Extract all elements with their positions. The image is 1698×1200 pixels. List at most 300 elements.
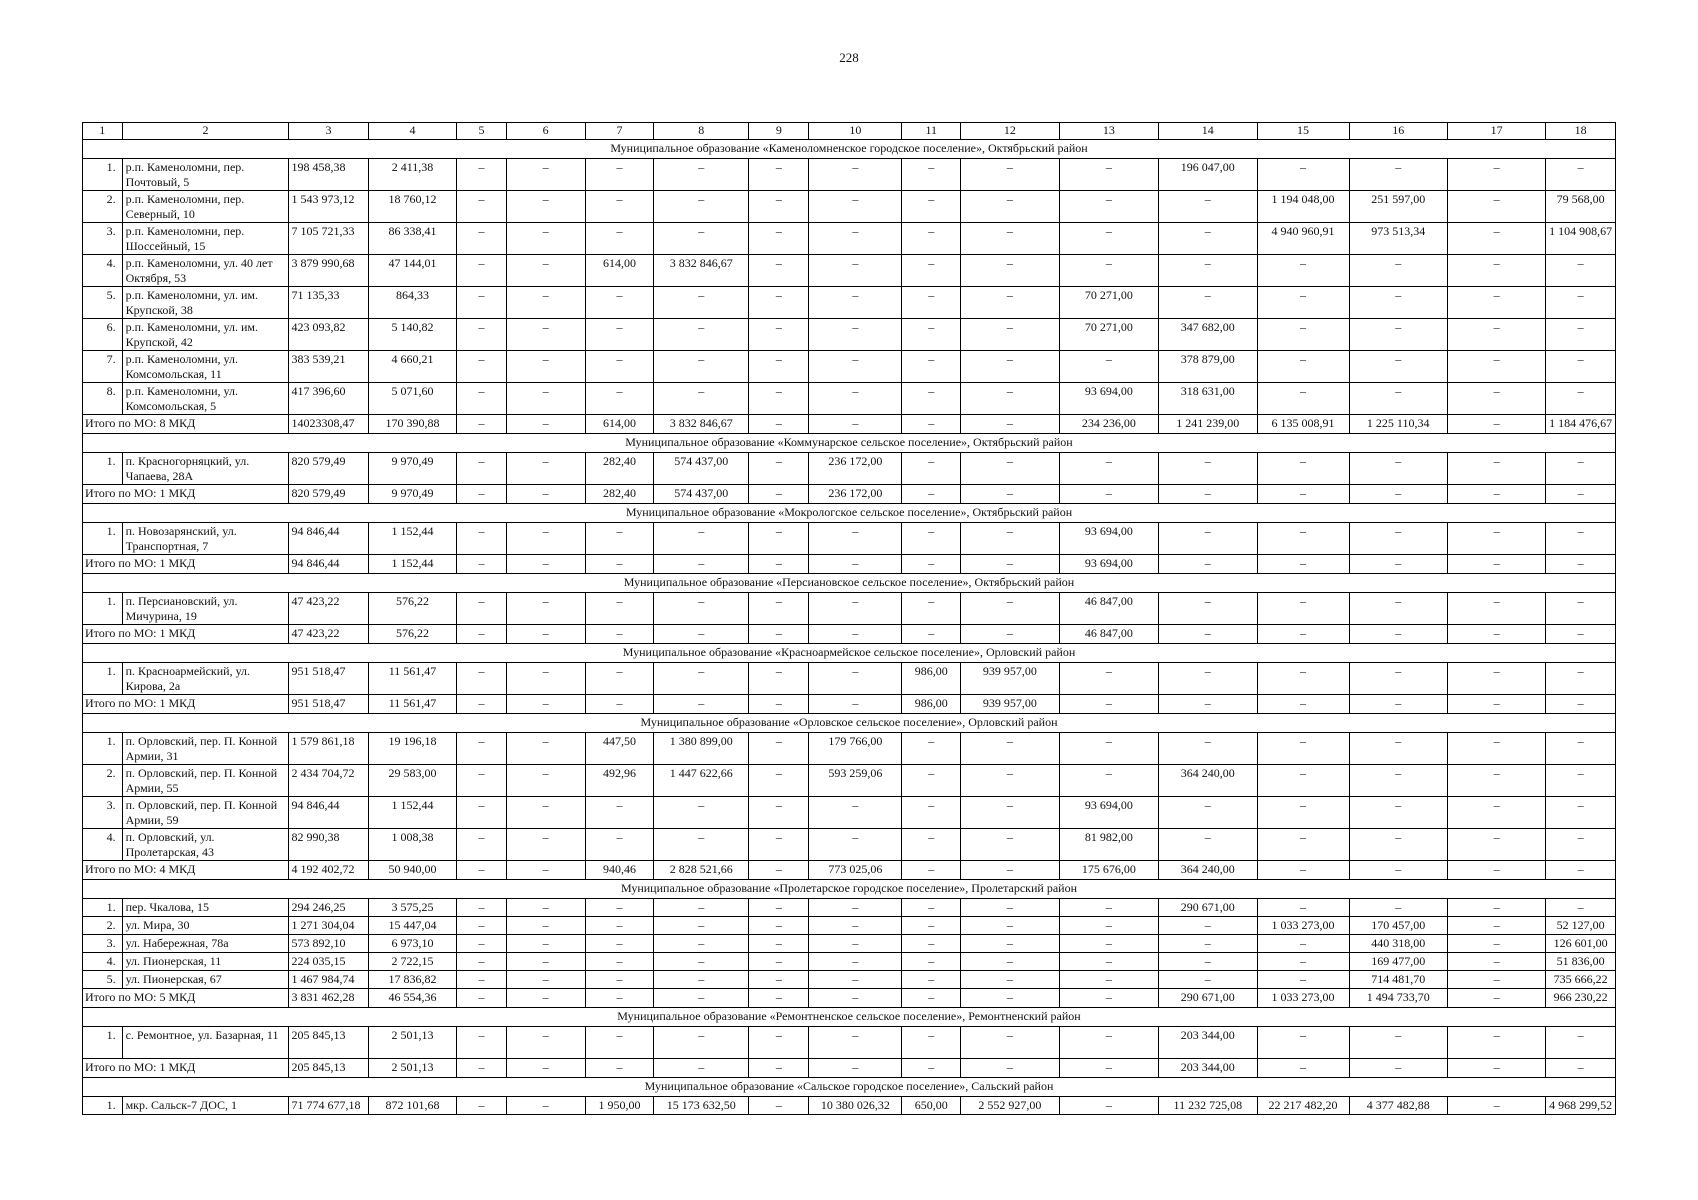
row-number: 1. <box>83 453 123 485</box>
value-cell: 198 458,38 <box>289 159 368 191</box>
value-cell: – <box>809 593 902 625</box>
total-value-cell: 1 152,44 <box>368 555 457 574</box>
total-value-cell: – <box>506 861 585 880</box>
total-value-cell: 50 940,00 <box>368 861 457 880</box>
value-cell: – <box>1257 593 1349 625</box>
value-cell: – <box>457 523 506 555</box>
value-cell: – <box>1447 829 1545 861</box>
value-cell: 93 694,00 <box>1059 383 1158 415</box>
value-cell: – <box>902 453 961 485</box>
value-cell: – <box>506 797 585 829</box>
value-cell: – <box>1546 829 1616 861</box>
value-cell: – <box>1447 255 1545 287</box>
value-cell: – <box>457 953 506 971</box>
total-value-cell: – <box>1349 555 1447 574</box>
value-cell: 864,33 <box>368 287 457 319</box>
total-value-cell: – <box>1349 861 1447 880</box>
value-cell: – <box>654 351 749 383</box>
total-value-cell: – <box>1447 695 1545 714</box>
value-cell: – <box>749 453 809 485</box>
value-cell: – <box>1447 523 1545 555</box>
value-cell: – <box>809 953 902 971</box>
total-value-cell: – <box>506 555 585 574</box>
value-cell: 224 035,15 <box>289 953 368 971</box>
total-value-cell: – <box>1546 555 1616 574</box>
value-cell: – <box>1349 159 1447 191</box>
value-cell: – <box>585 797 653 829</box>
total-row <box>83 485 1616 504</box>
total-value-cell: 3 832 846,67 <box>654 415 749 434</box>
column-header: 18 <box>1546 123 1616 140</box>
value-cell: – <box>457 935 506 953</box>
value-cell: – <box>902 935 961 953</box>
value-cell: – <box>1349 523 1447 555</box>
total-label: Итого по МО: 1 МКД <box>83 625 289 644</box>
value-cell: – <box>1257 319 1349 351</box>
value-cell: – <box>1349 383 1447 415</box>
value-cell: – <box>585 829 653 861</box>
value-cell: 81 982,00 <box>1059 829 1158 861</box>
total-value-cell: 93 694,00 <box>1059 555 1158 574</box>
total-value-cell: – <box>1546 485 1616 504</box>
value-cell: – <box>457 593 506 625</box>
value-cell: – <box>585 523 653 555</box>
value-cell: 179 766,00 <box>809 733 902 765</box>
value-cell: – <box>1059 971 1158 989</box>
row-number: 3. <box>83 797 123 829</box>
value-cell: – <box>585 159 653 191</box>
value-cell: – <box>1257 1027 1349 1059</box>
address-cell: р.п. Каменоломни, пер. Северный, 10 <box>122 191 289 223</box>
value-cell: – <box>457 319 506 351</box>
value-cell: – <box>961 1027 1059 1059</box>
total-label: Итого по МО: 5 МКД <box>83 989 289 1008</box>
value-cell: 5 071,60 <box>368 383 457 415</box>
total-value-cell: – <box>506 989 585 1008</box>
value-cell: – <box>749 287 809 319</box>
value-cell: – <box>902 523 961 555</box>
row-number: 7. <box>83 351 123 383</box>
value-cell: 47 423,22 <box>289 593 368 625</box>
value-cell: – <box>506 255 585 287</box>
total-value-cell: – <box>961 989 1059 1008</box>
value-cell: – <box>457 971 506 989</box>
value-cell: 614,00 <box>585 255 653 287</box>
value-cell: – <box>1059 663 1158 695</box>
value-cell: – <box>457 733 506 765</box>
value-cell: – <box>1349 351 1447 383</box>
total-value-cell: – <box>506 695 585 714</box>
total-value-cell: – <box>1159 625 1257 644</box>
value-cell: – <box>457 1027 506 1059</box>
table-row <box>83 191 1616 223</box>
address-cell: ул. Набережная, 78а <box>122 935 289 953</box>
value-cell: – <box>1257 287 1349 319</box>
section-title: Муниципальное образование «Ремонтненское сельское поселение», Ремонтненский район <box>83 1008 1616 1027</box>
value-cell: 22 217 482,20 <box>1257 1097 1349 1115</box>
value-cell: – <box>1349 899 1447 917</box>
column-header: 7 <box>585 123 653 140</box>
row-number: 4. <box>83 255 123 287</box>
total-value-cell: – <box>1546 1059 1616 1078</box>
value-cell: – <box>961 191 1059 223</box>
value-cell: 1 008,38 <box>368 829 457 861</box>
total-value-cell: 1 184 476,67 <box>1546 415 1616 434</box>
value-cell: 5 140,82 <box>368 319 457 351</box>
value-cell: – <box>1159 829 1257 861</box>
value-cell: – <box>654 523 749 555</box>
value-cell: – <box>1257 383 1349 415</box>
value-cell: – <box>961 971 1059 989</box>
value-cell: 15 173 632,50 <box>654 1097 749 1115</box>
value-cell: – <box>654 829 749 861</box>
total-value-cell: 576,22 <box>368 625 457 644</box>
total-value-cell: – <box>961 415 1059 434</box>
value-cell: – <box>749 935 809 953</box>
value-cell: – <box>654 1027 749 1059</box>
value-cell: – <box>1257 453 1349 485</box>
value-cell: – <box>506 159 585 191</box>
total-label: Итого по МО: 8 МКД <box>83 415 289 434</box>
value-cell: – <box>1447 765 1545 797</box>
address-cell: ул. Мира, 30 <box>122 917 289 935</box>
row-number: 1. <box>83 1027 123 1059</box>
value-cell: – <box>1447 191 1545 223</box>
total-value-cell: – <box>1349 695 1447 714</box>
value-cell: – <box>457 383 506 415</box>
section-title: Муниципальное образование «Коммунарское сельское поселение», Октябрьский район <box>83 434 1616 453</box>
row-number: 1. <box>83 593 123 625</box>
value-cell: – <box>809 829 902 861</box>
value-cell: – <box>585 935 653 953</box>
value-cell: – <box>1159 733 1257 765</box>
value-cell: – <box>654 971 749 989</box>
value-cell: – <box>1447 453 1545 485</box>
total-value-cell: – <box>1257 625 1349 644</box>
total-value-cell: – <box>1447 415 1545 434</box>
total-value-cell: – <box>1159 555 1257 574</box>
total-value-cell: – <box>1159 485 1257 504</box>
total-value-cell: – <box>506 485 585 504</box>
value-cell: – <box>749 765 809 797</box>
total-value-cell: – <box>809 1059 902 1078</box>
value-cell: – <box>457 159 506 191</box>
value-cell: – <box>809 319 902 351</box>
value-cell: 11 561,47 <box>368 663 457 695</box>
value-cell: – <box>1059 223 1158 255</box>
value-cell: – <box>1059 1027 1158 1059</box>
value-cell: – <box>749 255 809 287</box>
value-cell: 9 970,49 <box>368 453 457 485</box>
value-cell: 126 601,00 <box>1546 935 1616 953</box>
value-cell: – <box>749 1097 809 1115</box>
value-cell: – <box>961 453 1059 485</box>
value-cell: – <box>749 797 809 829</box>
value-cell: – <box>1546 523 1616 555</box>
value-cell: 820 579,49 <box>289 453 368 485</box>
value-cell: – <box>961 733 1059 765</box>
table-row <box>83 797 1616 829</box>
total-value-cell: 986,00 <box>902 695 961 714</box>
value-cell: 169 477,00 <box>1349 953 1447 971</box>
total-value-cell: 966 230,22 <box>1546 989 1616 1008</box>
value-cell: – <box>902 593 961 625</box>
address-cell: п. Персиановский, ул. Мичурина, 19 <box>122 593 289 625</box>
value-cell: – <box>749 953 809 971</box>
total-value-cell: – <box>585 695 653 714</box>
value-cell: – <box>1546 383 1616 415</box>
table-row <box>83 971 1616 989</box>
value-cell: – <box>809 971 902 989</box>
total-value-cell: 773 025,06 <box>809 861 902 880</box>
value-cell: – <box>1059 935 1158 953</box>
total-value-cell: – <box>506 625 585 644</box>
value-cell: 93 694,00 <box>1059 797 1158 829</box>
table-row <box>83 159 1616 191</box>
total-value-cell: 1 241 239,00 <box>1159 415 1257 434</box>
total-value-cell: – <box>961 555 1059 574</box>
value-cell: – <box>1447 1027 1545 1059</box>
column-header: 17 <box>1447 123 1545 140</box>
value-cell: – <box>1159 255 1257 287</box>
value-cell: – <box>1447 663 1545 695</box>
value-cell: 236 172,00 <box>809 453 902 485</box>
total-value-cell: 2 828 521,66 <box>654 861 749 880</box>
value-cell: – <box>809 899 902 917</box>
value-cell: – <box>749 593 809 625</box>
total-value-cell: 234 236,00 <box>1059 415 1158 434</box>
value-cell: 47 144,01 <box>368 255 457 287</box>
total-label: Итого по МО: 1 МКД <box>83 555 289 574</box>
column-header: 10 <box>809 123 902 140</box>
column-header: 1 <box>83 123 123 140</box>
section-row <box>83 1078 1616 1097</box>
total-value-cell: – <box>1159 695 1257 714</box>
value-cell: – <box>1349 797 1447 829</box>
value-cell: 7 105 721,33 <box>289 223 368 255</box>
total-value-cell: – <box>902 415 961 434</box>
row-number: 6. <box>83 319 123 351</box>
value-cell: 294 246,25 <box>289 899 368 917</box>
value-cell: – <box>1059 899 1158 917</box>
total-value-cell: – <box>457 415 506 434</box>
value-cell: – <box>1546 797 1616 829</box>
total-value-cell: – <box>506 1059 585 1078</box>
value-cell: – <box>1447 159 1545 191</box>
total-value-cell: – <box>457 1059 506 1078</box>
value-cell: 447,50 <box>585 733 653 765</box>
address-cell: п. Красноармейский, ул. Кирова, 2а <box>122 663 289 695</box>
table-row <box>83 953 1616 971</box>
total-value-cell: – <box>961 625 1059 644</box>
value-cell: 423 093,82 <box>289 319 368 351</box>
value-cell: – <box>506 191 585 223</box>
value-cell: – <box>1447 287 1545 319</box>
value-cell: – <box>1059 765 1158 797</box>
column-header: 14 <box>1159 123 1257 140</box>
value-cell: 986,00 <box>902 663 961 695</box>
row-number: 3. <box>83 223 123 255</box>
table-row <box>83 733 1616 765</box>
total-value-cell: – <box>1447 555 1545 574</box>
value-cell: – <box>585 593 653 625</box>
value-cell: – <box>585 191 653 223</box>
value-cell: – <box>585 1027 653 1059</box>
value-cell: – <box>902 383 961 415</box>
row-number: 1. <box>83 523 123 555</box>
value-cell: – <box>1159 935 1257 953</box>
value-cell: – <box>902 319 961 351</box>
value-cell: – <box>1447 899 1545 917</box>
total-value-cell: 170 390,88 <box>368 415 457 434</box>
value-cell: – <box>585 971 653 989</box>
value-cell: 1 579 861,18 <box>289 733 368 765</box>
total-row <box>83 989 1616 1008</box>
value-cell: 17 836,82 <box>368 971 457 989</box>
total-value-cell: 236 172,00 <box>809 485 902 504</box>
value-cell: – <box>902 255 961 287</box>
value-cell: – <box>961 765 1059 797</box>
value-cell: – <box>809 351 902 383</box>
value-cell: – <box>1447 223 1545 255</box>
value-cell: 251 597,00 <box>1349 191 1447 223</box>
value-cell: – <box>506 351 585 383</box>
row-number: 1. <box>83 159 123 191</box>
total-value-cell: – <box>902 1059 961 1078</box>
total-row <box>83 1059 1616 1078</box>
total-value-cell: – <box>457 485 506 504</box>
table-row <box>83 351 1616 383</box>
value-cell: 70 271,00 <box>1059 287 1158 319</box>
total-value-cell: – <box>457 989 506 1008</box>
value-cell: 4 968 299,52 <box>1546 1097 1616 1115</box>
value-cell: – <box>749 223 809 255</box>
value-cell: – <box>809 1027 902 1059</box>
total-value-cell: – <box>585 555 653 574</box>
value-cell: 1 033 273,00 <box>1257 917 1349 935</box>
table-row <box>83 1027 1616 1059</box>
total-value-cell: – <box>1447 989 1545 1008</box>
column-header: 16 <box>1349 123 1447 140</box>
total-value-cell: – <box>585 625 653 644</box>
value-cell: – <box>585 351 653 383</box>
value-cell: – <box>654 383 749 415</box>
value-cell: 52 127,00 <box>1546 917 1616 935</box>
value-cell: – <box>1159 917 1257 935</box>
value-cell: – <box>506 935 585 953</box>
value-cell: – <box>1349 287 1447 319</box>
value-cell: – <box>654 797 749 829</box>
value-cell: – <box>749 917 809 935</box>
row-number: 5. <box>83 971 123 989</box>
total-row <box>83 415 1616 434</box>
value-cell: – <box>1546 255 1616 287</box>
total-value-cell: 3 831 462,28 <box>289 989 368 1008</box>
total-value-cell: – <box>654 1059 749 1078</box>
total-value-cell: – <box>506 415 585 434</box>
value-cell: – <box>961 523 1059 555</box>
value-cell: – <box>1546 733 1616 765</box>
value-cell: – <box>654 899 749 917</box>
address-cell: ул. Пионерская, 11 <box>122 953 289 971</box>
column-header: 15 <box>1257 123 1349 140</box>
row-number: 2. <box>83 765 123 797</box>
value-cell: – <box>1257 829 1349 861</box>
address-cell: р.п. Каменоломни, пер. Шоссейный, 15 <box>122 223 289 255</box>
total-value-cell: 951 518,47 <box>289 695 368 714</box>
total-value-cell: – <box>749 861 809 880</box>
column-header: 9 <box>749 123 809 140</box>
value-cell: 383 539,21 <box>289 351 368 383</box>
column-header: 2 <box>122 123 289 140</box>
address-cell: пер. Чкалова, 15 <box>122 899 289 917</box>
value-cell: 51 836,00 <box>1546 953 1616 971</box>
value-cell: – <box>1349 829 1447 861</box>
value-cell: – <box>749 383 809 415</box>
table-row <box>83 1097 1616 1115</box>
row-number: 4. <box>83 829 123 861</box>
value-cell: – <box>1546 899 1616 917</box>
value-cell: 1 194 048,00 <box>1257 191 1349 223</box>
value-cell: – <box>961 383 1059 415</box>
value-cell: – <box>1349 733 1447 765</box>
value-cell: – <box>457 287 506 319</box>
total-value-cell: – <box>1059 485 1158 504</box>
value-cell: – <box>506 899 585 917</box>
section-row <box>83 574 1616 593</box>
value-cell: – <box>749 1027 809 1059</box>
value-cell: – <box>654 159 749 191</box>
table-row <box>83 383 1616 415</box>
value-cell: – <box>1059 953 1158 971</box>
value-cell: – <box>1257 733 1349 765</box>
value-cell: – <box>1059 351 1158 383</box>
total-label: Итого по МО: 1 МКД <box>83 485 289 504</box>
total-value-cell: – <box>1546 695 1616 714</box>
address-cell: р.п. Каменоломни, ул. им. Крупской, 38 <box>122 287 289 319</box>
address-cell: р.п. Каменоломни, ул. Комсомольская, 11 <box>122 351 289 383</box>
total-value-cell: – <box>749 555 809 574</box>
total-value-cell: – <box>809 625 902 644</box>
value-cell: – <box>506 829 585 861</box>
table-row <box>83 287 1616 319</box>
value-cell: – <box>1257 765 1349 797</box>
value-cell: – <box>961 899 1059 917</box>
value-cell: – <box>654 223 749 255</box>
value-cell: – <box>457 1097 506 1115</box>
address-cell: п. Орловский, ул. Пролетарская, 43 <box>122 829 289 861</box>
value-cell: – <box>961 593 1059 625</box>
value-cell: 2 722,15 <box>368 953 457 971</box>
value-cell: – <box>1546 663 1616 695</box>
total-value-cell: – <box>1546 625 1616 644</box>
total-value-cell: – <box>457 555 506 574</box>
value-cell: – <box>902 733 961 765</box>
value-cell: – <box>506 953 585 971</box>
value-cell: – <box>585 287 653 319</box>
total-value-cell: 47 423,22 <box>289 625 368 644</box>
value-cell: – <box>1546 765 1616 797</box>
table-row <box>83 935 1616 953</box>
row-number: 1. <box>83 899 123 917</box>
total-value-cell: – <box>902 555 961 574</box>
value-cell: 18 760,12 <box>368 191 457 223</box>
total-value-cell: 290 671,00 <box>1159 989 1257 1008</box>
total-row <box>83 625 1616 644</box>
total-value-cell: – <box>1447 1059 1545 1078</box>
address-cell: п. Орловский, пер. П. Конной Армии, 31 <box>122 733 289 765</box>
section-title: Муниципальное образование «Красноармейское сельское поселение», Орловский район <box>83 644 1616 663</box>
